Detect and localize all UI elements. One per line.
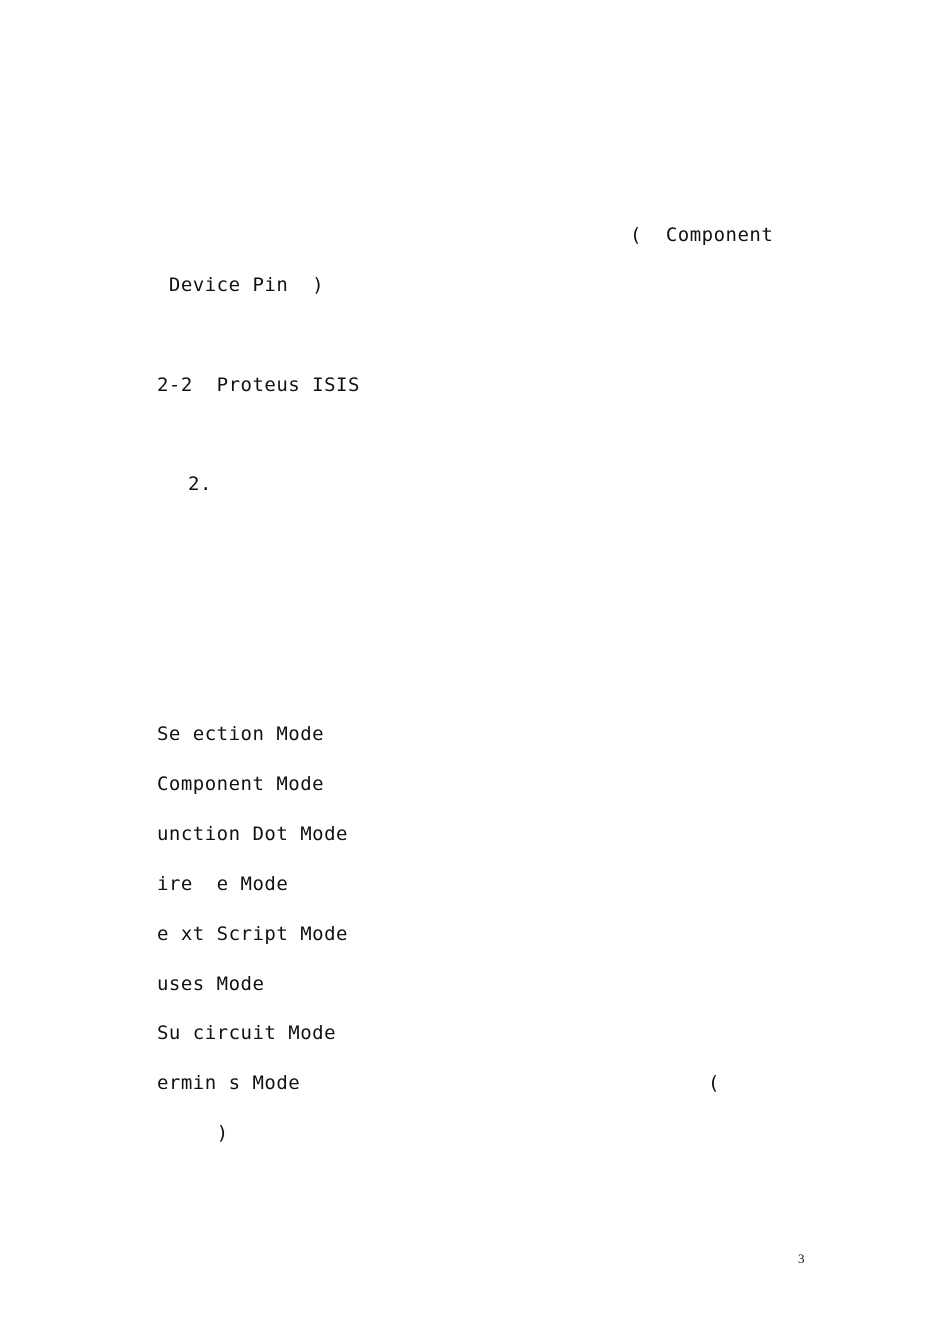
mode-item: Su circuit Mode <box>145 1022 408 1044</box>
mode-item: Component Mode <box>145 773 396 795</box>
bullet-line-1 <box>145 123 169 147</box>
bullet-line-2 <box>145 173 169 197</box>
mode-item-tail: ( <box>708 1072 720 1094</box>
section-heading: 2. <box>188 473 224 495</box>
mode-item: ermin s Mode <box>145 1072 372 1094</box>
figure-caption: 2-2 Proteus ISIS <box>145 374 372 396</box>
mode-item: uses Mode <box>145 973 337 995</box>
bullet-line-3-tail: ( Component <box>630 224 786 246</box>
mode-item: unction Dot Mode <box>145 823 420 845</box>
mode-item: e xt Script Mode <box>145 923 420 945</box>
bullet-line-3-cont: Device Pin ) <box>145 274 325 296</box>
mode-item-cont: ) <box>145 1122 229 1144</box>
bullet-line-3 <box>145 223 169 247</box>
mode-item: Se ection Mode <box>145 723 396 745</box>
mode-item: ire e Mode <box>145 873 360 895</box>
page-number: 3 <box>798 1251 805 1266</box>
